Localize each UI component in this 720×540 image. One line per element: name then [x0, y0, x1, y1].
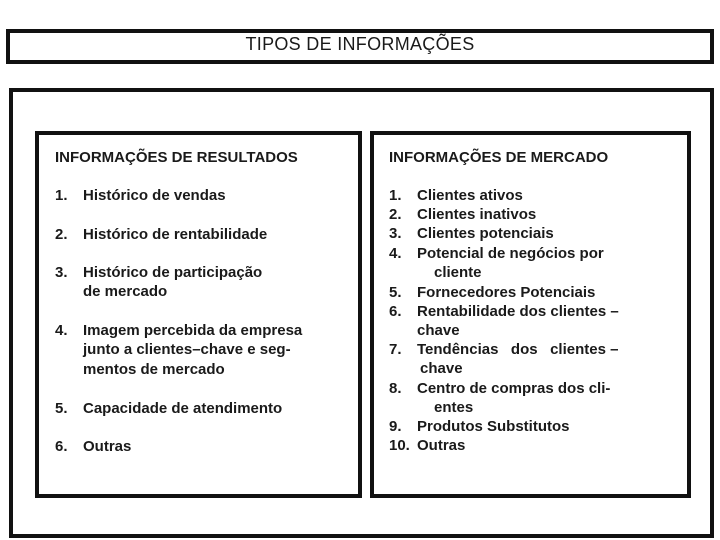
list-item: [389, 186, 523, 205]
item-text: Capacidade de atendimento: [83, 400, 283, 417]
item-text: junto a clientes–chave e seg-: [83, 341, 291, 359]
item-text: Histórico de rentabilidade: [83, 226, 268, 243]
list-item: [55, 321, 311, 379]
item-text: de mercado: [83, 283, 168, 301]
item-text: Clientes inativos: [417, 206, 537, 223]
list-item: [55, 437, 131, 456]
item-text: cliente: [434, 264, 482, 282]
list-item: [389, 302, 619, 341]
item-text: Centro de compras dos cli-: [417, 380, 611, 397]
market-info-heading: INFORMAÇÕES DE MERCADO: [389, 149, 609, 166]
results-info-panel: [35, 131, 362, 498]
item-number: 5.: [389, 284, 402, 301]
list-item: [389, 379, 610, 418]
item-text: entes: [434, 399, 474, 417]
list-item: [55, 225, 267, 244]
item-text: Potencial de negócios por: [417, 245, 604, 262]
list-item: [389, 244, 604, 283]
title-bar: [6, 29, 714, 64]
item-text: Imagem percebida da empresa: [83, 322, 303, 339]
item-text: Histórico de participação: [83, 264, 263, 281]
item-text: Rentabilidade dos clientes –: [417, 303, 619, 320]
item-text: Fornecedores Potenciais: [417, 284, 596, 301]
item-text: Clientes potenciais: [417, 225, 554, 242]
list-item: [389, 283, 595, 302]
item-number: 1.: [55, 187, 68, 204]
list-item: [389, 436, 465, 455]
item-text: Tendências dos clientes –: [417, 341, 619, 358]
list-item: [55, 186, 226, 205]
item-number: 7.: [389, 341, 402, 358]
item-number: 5.: [55, 400, 68, 417]
item-number: 10.: [389, 437, 410, 454]
item-text: Outras: [83, 438, 132, 455]
list-item: [389, 417, 570, 436]
list-item: [55, 263, 262, 302]
item-text: chave: [420, 360, 463, 378]
item-number: 8.: [389, 380, 402, 397]
item-number: 9.: [389, 418, 402, 435]
page-title: TIPOS DE INFORMAÇÕES: [245, 34, 475, 54]
item-number: 3.: [55, 264, 68, 281]
item-number: 3.: [389, 225, 402, 242]
item-text: Histórico de vendas: [83, 187, 226, 204]
list-item: [389, 224, 554, 243]
item-number: 4.: [389, 245, 402, 262]
item-text: mentos de mercado: [83, 360, 225, 378]
market-info-panel: [370, 131, 691, 498]
item-number: 2.: [55, 226, 68, 243]
item-number: 4.: [55, 322, 68, 339]
item-number: 2.: [389, 206, 402, 223]
list-item: [55, 399, 282, 418]
item-number: 6.: [389, 303, 402, 320]
list-item: [389, 340, 618, 379]
results-info-heading: INFORMAÇÕES DE RESULTADOS: [55, 149, 298, 166]
item-number: 6.: [55, 438, 68, 455]
list-item: [389, 205, 536, 224]
item-text: Outras: [417, 437, 466, 454]
item-text: Clientes ativos: [417, 187, 523, 204]
item-text: Produtos Substitutos: [417, 418, 570, 435]
item-number: 1.: [389, 187, 402, 204]
item-text: chave: [417, 322, 460, 340]
